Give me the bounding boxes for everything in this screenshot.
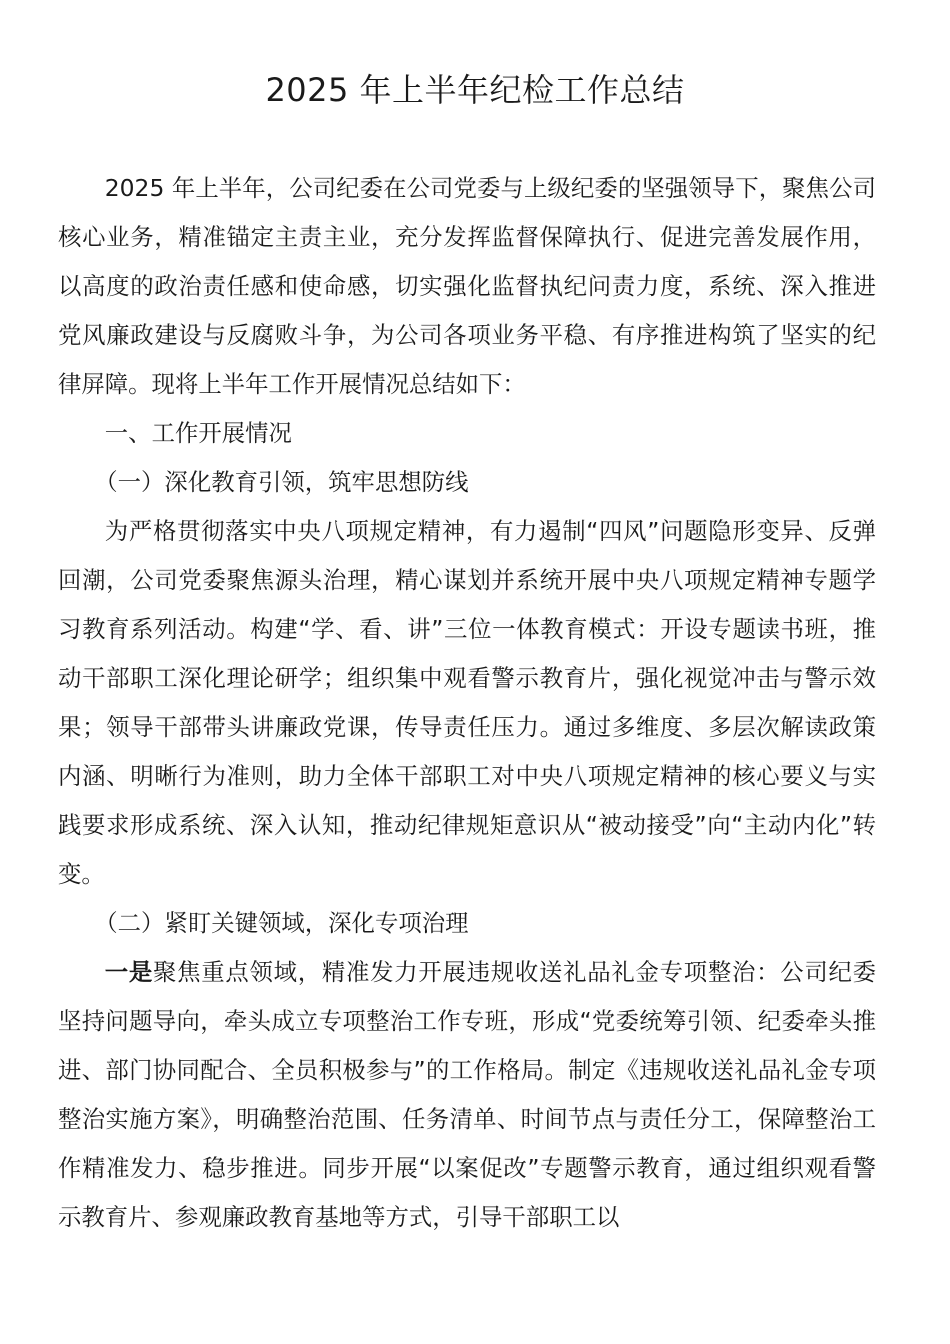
subsection-heading-1: （一）深化教育引领，筑牢思想防线 [94, 468, 469, 496]
paragraph-lead-text: 一是 [104, 958, 154, 986]
subsection-1-paragraph: 为严格贯彻落实中央八项规定精神，有力遏制“四风”问题隐形变异、反弹回潮，公司党委聚焦源头治理，精心谋划并系统开展中央八项规定精神专题学习教育系列活动。构建“学、看、讲”三位一体教育模式：开设专题读书班，推动干部职工深化理论研学；组织集中观看警示教育片，强化视觉冲击与警示效果；领导干部带头讲廉政党课，传导责任压力。通过多维度、多层次解读政策内涵、明晰行为准则，助力全体干部职工对中央八项规定精神的核心要义与实践要求形成系统、深入认知，推动纪律规矩意识从“被动接受”向“主动内化”转变。 [58, 517, 876, 888]
section-heading-1: 一、工作开展情况 [104, 419, 292, 447]
subsection-heading-2: （二）紧盯关键领域，深化专项治理 [94, 909, 469, 937]
document-title: 2025 年上半年纪检工作总结 [265, 71, 685, 109]
intro-paragraph: 2025 年上半年，公司纪委在公司党委与上级纪委的坚强领导下，聚焦公司核心业务，精准锚定主责主业，充分发挥监督保障执行、促进完善发展作用，以高度的政治责任感和使命感，切实强化监督执纪问责力度，系统、深入推进党风廉政建设与反腐败斗争，为公司各项业务平稳、有序推进构筑了坚实的纪律屏障。现将上半年工作开展情况总结如下： [58, 174, 876, 398]
paragraph-body-text: 聚焦重点领域，精准发力开展违规收送礼品礼金专项整治：公司纪委坚持问题导向，牵头成立专项整治工作专班，形成“党委统筹引领、纪委牵头推进、部门协同配合、全员积极参与”的工作格局。制定《违规收送礼品礼金专项整治实施方案》，明确整治范围、任务清单、时间节点与责任分工，保障整治工作精准发力、稳步推进。同步开展“以案促改”专题警示教育，通过组织观看警示教育片、参观廉政教育基地等方式，引导干部职工以 [58, 958, 877, 1231]
subsection-2-paragraph [58, 948, 876, 1242]
document-body [58, 164, 876, 1242]
